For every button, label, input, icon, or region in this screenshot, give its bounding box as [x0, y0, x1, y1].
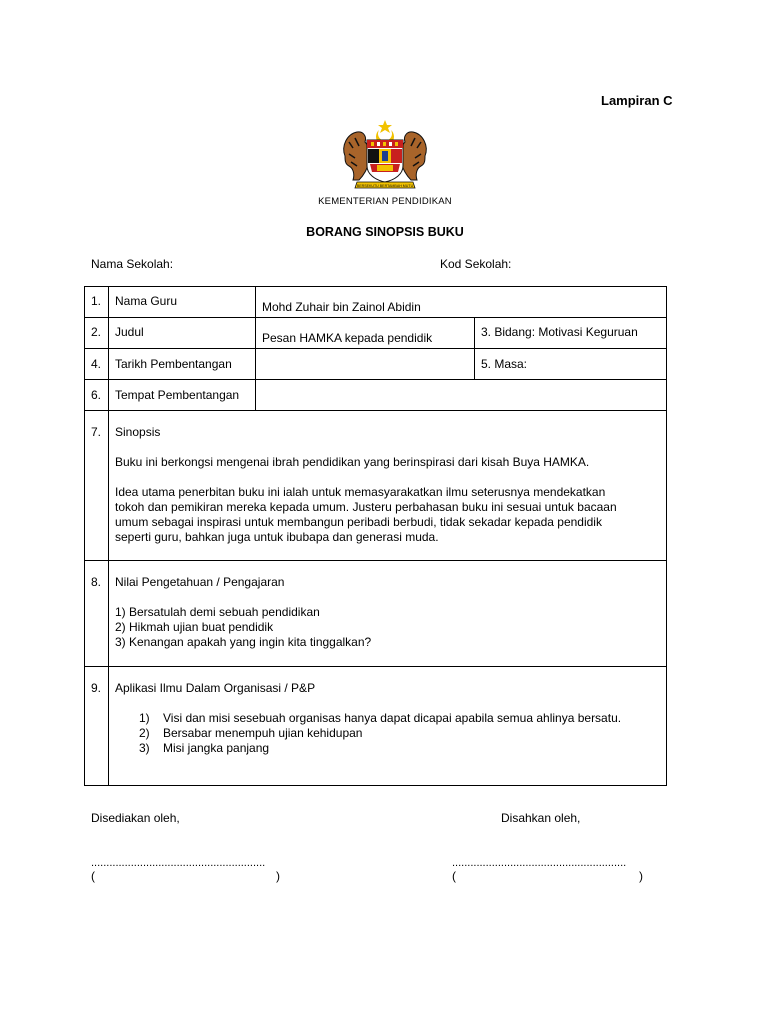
school-code-label: Kod Sekolah:	[440, 257, 512, 271]
approved-name-paren-open: (	[452, 869, 456, 883]
form-row-teacher-name	[85, 287, 667, 318]
teacher-name-field[interactable]: Mohd Zuhair bin Zainol Abidin	[256, 287, 667, 318]
knowledge-application-field[interactable]	[109, 667, 667, 786]
form-row-presentation-date	[85, 349, 667, 380]
row-number: 6.	[85, 380, 109, 411]
teacher-name-label: Nama Guru	[109, 287, 256, 318]
approved-name-paren-close: )	[639, 869, 643, 883]
form-row-knowledge-application	[85, 667, 667, 786]
form-row-title	[85, 318, 667, 349]
school-name-label: Nama Sekolah:	[91, 257, 174, 271]
title-label: Judul	[109, 318, 256, 349]
row-number: 1.	[85, 287, 109, 318]
form-row-knowledge-value	[85, 561, 667, 667]
synopsis-field[interactable]	[109, 411, 667, 561]
list-item: 3) Misi jangka panjang	[139, 741, 270, 755]
row-number: 9.	[85, 667, 109, 786]
presentation-venue-label: Tempat Pembentangan	[109, 380, 256, 411]
row-number: 8.	[85, 561, 109, 667]
ministry-name: KEMENTERIAN PENDIDIKAN	[318, 196, 452, 207]
knowledge-value-list	[115, 605, 660, 650]
list-item: 2) Bersabar menempuh ujian kehidupan	[139, 726, 363, 740]
presentation-date-field[interactable]	[256, 349, 475, 380]
presentation-date-label: Tarikh Pembentangan	[109, 349, 256, 380]
prepared-name-paren-close: )	[276, 869, 280, 883]
list-item: 1) Visi dan misi sesebuah organisas hanya dapat dicapai apabila semua ahlinya bersatu.	[139, 711, 622, 725]
synopsis-paragraph-2: Idea utama penerbitan buku ini ialah untuk memasyarakatkan ilmu seterusnya mendekatkan tokoh dan pemikiran mereka kepada umum. Justeru perbahasan buku ini sesuai untuk bacaan umum sebagai inspirasi untuk membangun peribadi berbudi, tidak sekadar kepada pendidik seperti guru, bahkan juga untuk ibubapa dan generasi muda.	[115, 485, 617, 544]
list-item: 1) Bersatulah demi sebuah pendidikan	[115, 605, 320, 619]
knowledge-application-label: Aplikasi Ilmu Dalam Organisasi / P&P	[115, 681, 316, 695]
list-item: 2) Hikmah ujian buat pendidik	[115, 620, 274, 634]
prepared-signature-line[interactable]: .........................................................	[91, 857, 266, 869]
time-field[interactable]: 5. Masa:	[475, 349, 667, 380]
shield-right-panel	[391, 149, 402, 163]
prepared-by-label: Disediakan oleh,	[91, 811, 180, 825]
malaysia-coat-of-arms-emblem	[335, 118, 435, 194]
knowledge-value-label: Nilai Pengetahuan / Pengajaran	[115, 575, 285, 589]
right-tiger-shape	[400, 132, 426, 180]
form-row-presentation-venue	[85, 380, 667, 411]
title-field[interactable]: Pesan HAMKA kepada pendidik	[256, 318, 475, 349]
motto-text: BERSEKUTU BERTAMBAH MUTU	[356, 184, 414, 188]
row-number: 4.	[85, 349, 109, 380]
prepared-name-paren-open: (	[91, 869, 95, 883]
list-item: 3) Kenangan apakah yang ingin kita tinggalkan?	[115, 635, 372, 649]
attachment-label: Lampiran C	[601, 93, 673, 108]
form-title: BORANG SINOPSIS BUKU	[306, 225, 464, 239]
row-number: 7.	[85, 411, 109, 561]
row-number: 2.	[85, 318, 109, 349]
presentation-venue-field[interactable]	[256, 380, 667, 411]
field-category-field[interactable]: 3. Bidang: Motivasi Keguruan	[475, 318, 667, 349]
shield-left-panel	[368, 149, 379, 163]
approved-signature-line[interactable]: .........................................................	[452, 857, 627, 869]
form-row-synopsis	[85, 411, 667, 561]
knowledge-value-field[interactable]	[109, 561, 667, 667]
star-shape	[378, 120, 392, 133]
synopsis-paragraph-1: Buku ini berkongsi mengenai ibrah pendidikan yang berinspirasi dari kisah Buya HAMKA.	[115, 455, 590, 469]
knowledge-application-list	[139, 711, 660, 756]
left-tiger-shape	[344, 132, 370, 180]
synopsis-form-table	[84, 286, 667, 786]
approved-by-label: Disahkan oleh,	[501, 811, 581, 825]
synopsis-label: Sinopsis	[115, 425, 161, 439]
